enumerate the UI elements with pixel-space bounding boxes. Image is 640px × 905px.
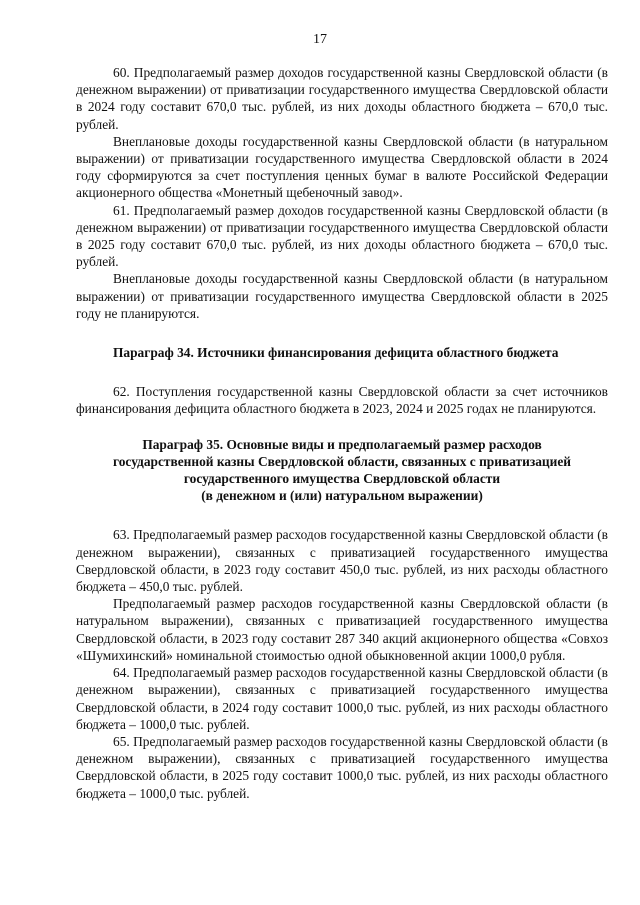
heading-35-line-2: государственной казны Свердловской области, связанных с приватизацией	[112, 453, 572, 469]
document-body	[76, 64, 608, 802]
paragraph-60-unplanned: Внеплановые доходы государственной казны Свердловской области (в натуральном выражении) от приватизации государственного имущества Свердловской области в 2024 году сформируются за счет поступления ценных бумаг в валюте Российской Федерации акционерного общества «Монетный щебеночный завод».	[76, 133, 608, 201]
heading-35-line-4: (в денежном и (или) натуральном выражении)	[201, 488, 483, 504]
page-number: 17	[313, 32, 327, 47]
paragraph-61-unplanned: Внеплановые доходы государственной казны Свердловской области (в натуральном выражении) от приватизации государственного имущества Свердловской области в 2025 году не планируются.	[76, 271, 608, 321]
paragraph-64: 64. Предполагаемый размер расходов государственной казны Свердловской области (в денежном выражении), связанных с приватизацией государственного имущества Свердловской области, в 2024 году составит 1000,0 тыс. рублей, из них расходы областного бюджета – 1000,0 тыс. рублей.	[76, 665, 608, 732]
paragraph-63: 63. Предполагаемый размер расходов государственной казны Свердловской области (в денежном выражении), связанных с приватизацией государственного имущества Свердловской области, в 2023 году составит 450,0 тыс. рублей, из них расходы областного бюджета – 450,0 тыс. рублей.	[76, 527, 608, 595]
heading-paragraph-35	[76, 436, 608, 505]
heading-35-line-1: Параграф 35. Основные виды и предполагаемый размер расходов	[142, 436, 542, 452]
paragraph-65: 65. Предполагаемый размер расходов государственной казны Свердловской области (в денежном выражении), связанных с приватизацией государственного имущества Свердловской области, в 2025 году составит 1000,0 тыс. рублей, из них расходы областного бюджета – 1000,0 тыс. рублей.	[76, 733, 608, 801]
heading-paragraph-34: Параграф 34. Источники финансирования дефицита областного бюджета	[113, 345, 559, 361]
paragraph-62: 62. Поступления государственной казны Свердловской области за счет источников финансирования дефицита областного бюджета в 2023, 2024 и 2025 годах не планируются.	[76, 384, 608, 417]
paragraph-61: 61. Предполагаемый размер доходов государственной казны Свердловской области (в денежном выражении) от приватизации государственного имущества Свердловской области в 2025 году составит 670,0 тыс. рублей, из них доходы областного бюджета – 670,0 тыс. рублей.	[76, 202, 608, 270]
paragraph-63-natural: Предполагаемый размер расходов государственной казны Свердловской области (в натуральном выражении), связанных с приватизацией государственного имущества Свердловской области, в 2023 году составит 287 340 акций акционерного общества «Совхоз «Шумихинский» номинальной стоимостью одной обыкновенной акции 1000,0 рубля.	[76, 596, 608, 663]
paragraph-60: 60. Предполагаемый размер доходов государственной казны Свердловской области (в денежном выражении) от приватизации государственного имущества Свердловской области в 2024 году составит 670,0 тыс. рублей, из них доходы областного бюджета – 670,0 тыс. рублей.	[76, 65, 608, 132]
heading-35-line-3: государственного имущества Свердловской области	[183, 471, 501, 487]
